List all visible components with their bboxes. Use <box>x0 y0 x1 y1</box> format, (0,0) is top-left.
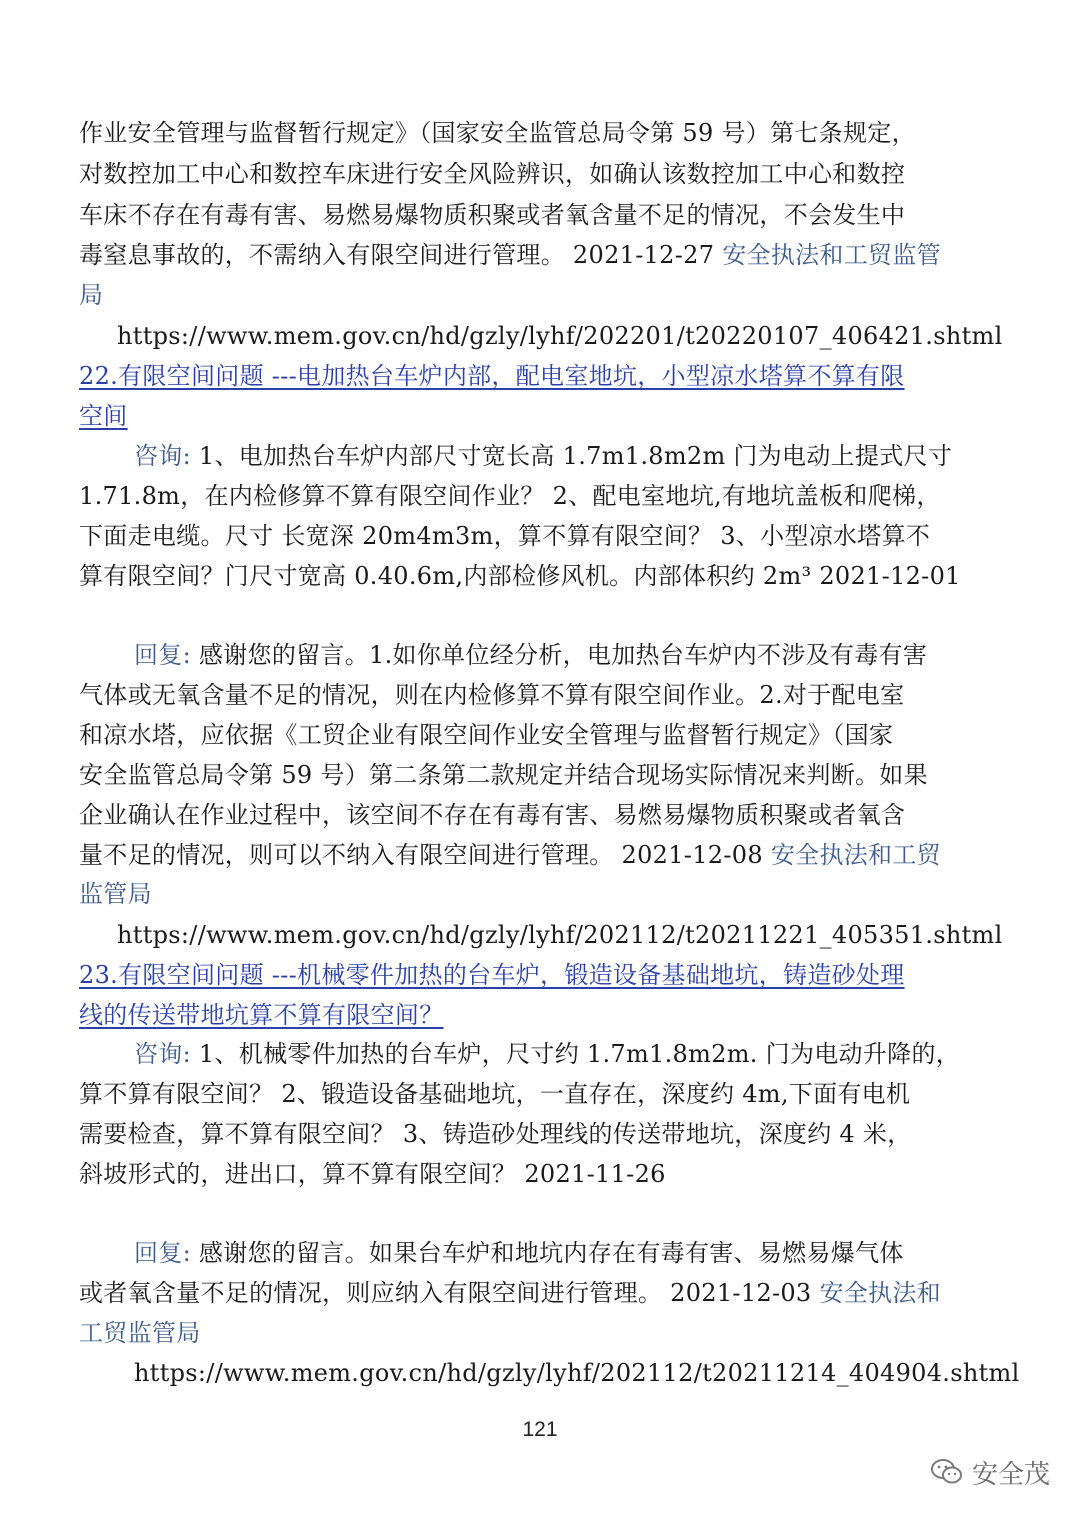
source-url[interactable]: https://www.mem.gov.cn/hd/gzly/lyhf/202112/t20211221_405351.shtml <box>117 921 1003 949</box>
reply-text: 量不足的情况，则可以不纳入有限空间进行管理。 2021-12-08 <box>79 841 771 869</box>
reply-text: 感谢您的留言。1.如你单位经分析，电加热台车炉内不涉及有毒有害 <box>191 641 928 669</box>
reply-line: 企业确认在作业过程中，该空间不存在有毒有害、易燃易爆物质积聚或者氧含 <box>79 801 906 829</box>
agency-name: 安全执法和工贸监管 <box>722 241 941 269</box>
reply-line <box>134 1233 1004 1273</box>
consult-line <box>134 436 1004 476</box>
page-number: 121 <box>522 1418 558 1441</box>
reply-line: 和凉水塔，应依据《工贸企业有限空间作业安全管理与监督暂行规定》（国家 <box>79 721 894 749</box>
reply-text-line: 作业安全管理与监督暂行规定》（国家安全监管总局令第 59 号）第七条规定， <box>79 119 916 147</box>
reply-text: 感谢您的留言。如果台车炉和地坑内存在有毒有害、易燃易爆气体 <box>191 1239 904 1267</box>
reply-label: 回复: <box>134 641 191 669</box>
consult-line: 1.71.8m，在内检修算不算有限空间作业？ 2、配电室地坑,有地坑盖板和爬梯， <box>79 482 941 510</box>
reply-text-line: 对数控加工中心和数控车床进行安全风险辨识，如确认该数控加工中心和数控 <box>79 160 906 188</box>
question-23-title[interactable]: 23.有限空间问题 ---机械零件加热的台车炉，锻造设备基础地坑，铸造砂处理 <box>79 961 905 989</box>
question-22-title[interactable]: 22.有限空间问题 ---电加热台车炉内部，配电室地坑，小型凉水塔算不算有限 <box>79 362 905 390</box>
reply-line: 安全监管总局令第 59 号）第二条第二款规定并结合现场实际情况来判断。如果 <box>79 761 928 789</box>
consult-line: 算有限空间？门尺寸宽高 0.40.6m,内部检修风机。内部体积约 2m³ 2021-12-01 <box>79 562 961 590</box>
reply-text-line <box>79 235 1004 275</box>
watermark-text: 安全茂 <box>972 1459 1051 1490</box>
source-url[interactable]: https://www.mem.gov.cn/hd/gzly/lyhf/202201/t20220107_406421.shtml <box>117 322 1003 350</box>
wechat-icon <box>930 1457 964 1487</box>
consult-line: 需要检查，算不算有限空间？ 3、铸造砂处理线的传送带地坑，深度约 4 米， <box>79 1120 912 1148</box>
consult-label: 咨询: <box>134 442 191 470</box>
reply-line: 气体或无氧含量不足的情况，则在内检修算不算有限空间作业。2.对于配电室 <box>79 681 905 709</box>
consult-label: 咨询: <box>134 1040 191 1068</box>
question-22-title-continued[interactable]: 空间 <box>79 402 128 430</box>
reply-text: 毒窒息事故的，不需纳入有限空间进行管理。 2021-12-27 <box>79 241 723 269</box>
consult-line: 斜坡形式的，进出口，算不算有限空间？ 2021-11-26 <box>79 1160 666 1188</box>
agency-name: 安全执法和工贸 <box>770 841 941 869</box>
consult-line: 算不算有限空间？ 2、锻造设备基础地坑，一直存在，深度约 4m,下面有电机 <box>79 1080 911 1108</box>
reply-line <box>79 1273 1004 1313</box>
consult-line: 下面走电缆。尺寸 长宽深 20m4m3m，算不算有限空间？ 3、小型凉水塔算不 <box>79 522 931 550</box>
reply-text-line: 车床不存在有毒有害、易燃易爆物质积聚或者氧含量不足的情况，不会发生中 <box>79 201 906 229</box>
consult-line <box>134 1034 1004 1074</box>
consult-text: 1、机械零件加热的台车炉，尺寸约 1.7m1.8m2m. 门为电动升降的， <box>191 1040 961 1068</box>
reply-line <box>79 835 1004 875</box>
watermark <box>930 1452 1050 1492</box>
reply-label: 回复: <box>134 1239 191 1267</box>
reply-text: 或者氧含量不足的情况，则应纳入有限空间进行管理。 2021-12-03 <box>79 1279 820 1307</box>
question-23-title-continued[interactable]: 线的传送带地坑算不算有限空间？ <box>79 1001 444 1029</box>
source-url[interactable]: https://www.mem.gov.cn/hd/gzly/lyhf/202112/t20211214_404904.shtml <box>134 1359 1020 1387</box>
consult-text: 1、电加热台车炉内部尺寸宽长高 1.7m1.8m2m 门为电动上提式尺寸 <box>191 442 953 470</box>
agency-name-continued: 工贸监管局 <box>79 1319 201 1347</box>
agency-name-continued: 局 <box>79 281 104 309</box>
reply-line <box>134 635 1004 675</box>
agency-name: 安全执法和 <box>819 1279 941 1307</box>
agency-name-continued: 监管局 <box>79 880 152 908</box>
